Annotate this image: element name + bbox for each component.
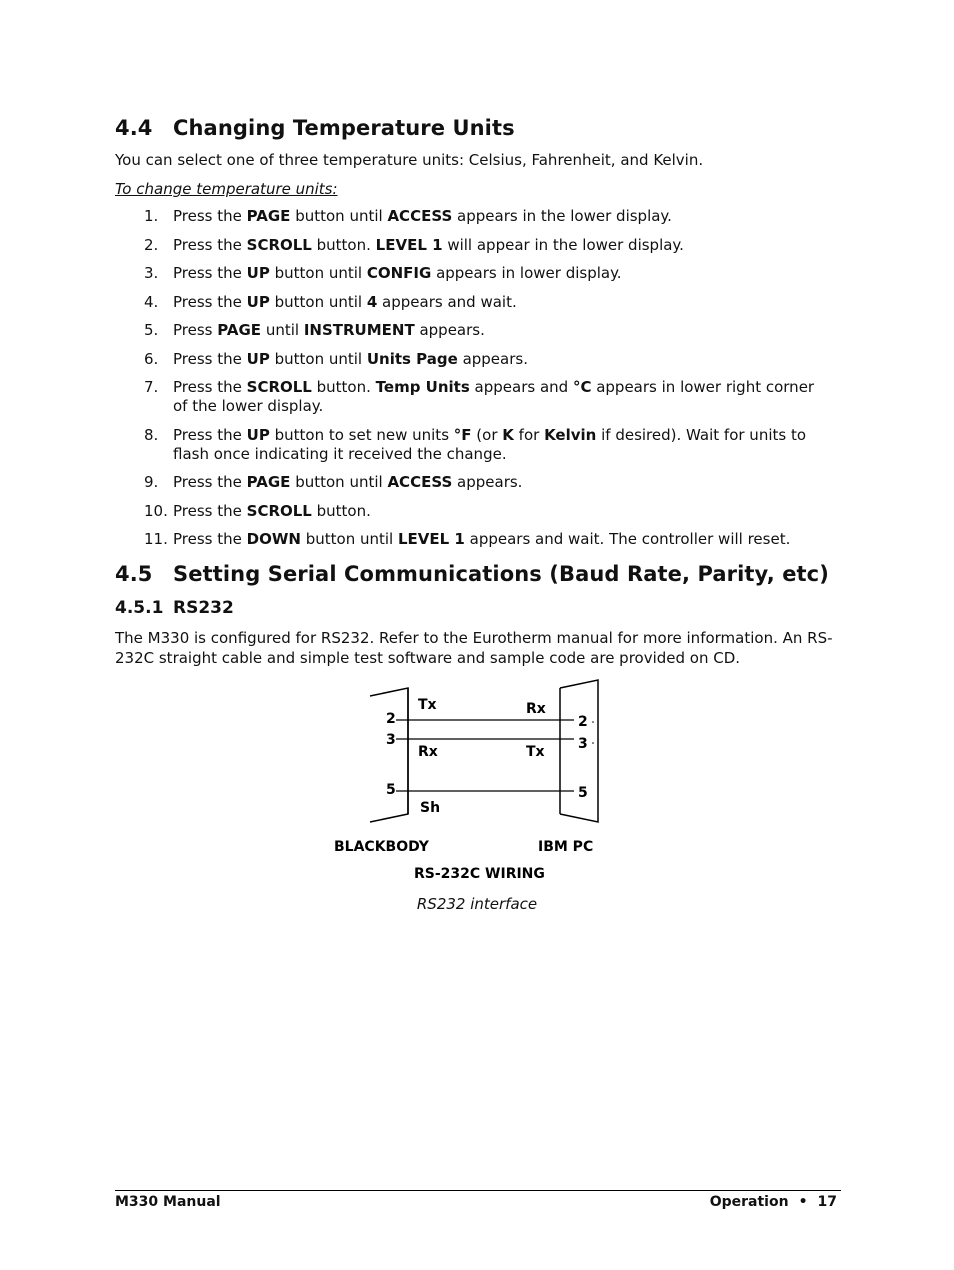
right-pin-5: 5 [578, 785, 588, 801]
step-keyword: PAGE [217, 321, 262, 339]
step-text: Press the [173, 207, 247, 225]
step-keyword: 4 [366, 292, 378, 311]
step-number: 4. [144, 292, 159, 311]
heading-title: RS232 [173, 598, 234, 618]
step-keyword: SCROLL [246, 378, 312, 396]
step-text: appears. [452, 473, 523, 491]
step-text: until [261, 321, 304, 339]
step-text: will appear in the lower display. [442, 235, 684, 254]
step-keyword: K [502, 425, 514, 444]
heading-number: 4.5 [115, 562, 153, 586]
step-text: Press the [173, 235, 247, 254]
step-keyword: UP [246, 425, 270, 444]
step-text: if desired). Wait for units to flash once indicating it received the change. [173, 425, 807, 463]
intro-paragraph: You can select one of three temperature units: Celsius, Fahrenheit, and Kelvin. [115, 151, 704, 169]
step-keyword: PAGE [246, 207, 291, 225]
footer-section: Operation [709, 1194, 789, 1210]
step-text: Press [173, 321, 218, 339]
step-text: button. [311, 235, 376, 254]
step-text: button to set new units [269, 425, 454, 444]
wiring-title: RS-232C WIRING [414, 866, 545, 882]
right-pin-2: 2 [578, 714, 588, 730]
heading-title: Setting Serial Communications (Baud Rate, Parity, etc) [173, 562, 829, 586]
step-text: button until [269, 292, 367, 311]
step-number: 3. [144, 264, 159, 282]
steps-list [115, 207, 825, 559]
step-number: 7. [144, 378, 159, 396]
step-text: button until [290, 473, 388, 491]
step-text: Press the [173, 292, 247, 311]
step-keyword: Temp Units [375, 378, 470, 396]
step-keyword: Units Page [366, 349, 458, 368]
step-number: 9. [144, 473, 159, 491]
step-text: Press the [173, 530, 247, 548]
footer-manual-title: M330 Manual [115, 1194, 221, 1210]
heading-title: Changing Temperature Units [173, 116, 515, 140]
step-text: appears and wait. The controller will reset. [464, 530, 791, 548]
heading-4-4 [115, 116, 515, 140]
step-text: Press the [173, 473, 247, 491]
pin-dot [592, 742, 594, 744]
step-item [115, 426, 825, 464]
left-signal-sh: Sh [420, 800, 441, 816]
footer-page-info [710, 1194, 837, 1210]
step-number: 1. [144, 207, 159, 225]
right-signal-rx: Rx [526, 701, 546, 717]
left-connector-shape [370, 688, 408, 822]
step-item [115, 321, 825, 340]
left-pin-5: 5 [386, 782, 396, 798]
rs232-paragraph: The M330 is configured for RS232. Refer to the Eurotherm manual for more information. An RS-232C straight cable and simple test software and sample code are provided on CD. [115, 629, 833, 667]
step-text: for [513, 425, 545, 444]
left-pin-3: 3 [386, 732, 396, 748]
step-number: 5. [144, 321, 159, 339]
right-pin-3: 3 [578, 736, 588, 752]
step-item [115, 530, 825, 549]
step-text: button until [290, 207, 388, 225]
step-item [115, 264, 825, 283]
step-text: button until [300, 530, 398, 548]
step-text: Press the [173, 501, 247, 520]
step-keyword: UP [246, 349, 270, 368]
step-keyword: ACCESS [387, 207, 453, 225]
step-keyword: ACCESS [387, 473, 453, 491]
step-text: button until [269, 264, 367, 282]
step-keyword: PAGE [246, 473, 291, 491]
heading-4-5 [115, 562, 829, 586]
step-keyword: °F [453, 425, 472, 444]
blackbody-label: BLACKBODY [334, 839, 429, 855]
step-item [115, 473, 825, 492]
step-keyword: LEVEL 1 [375, 235, 443, 254]
step-keyword: SCROLL [246, 501, 312, 520]
step-number: 6. [144, 349, 159, 368]
figure-caption: RS232 interface [416, 895, 538, 913]
step-text: Press the [173, 425, 247, 444]
step-text: Press the [173, 264, 247, 282]
step-keyword: SCROLL [246, 235, 312, 254]
step-text: appears in lower right corner of the lower display. [173, 378, 815, 415]
footer-divider [115, 1190, 841, 1191]
step-text: (or [471, 425, 503, 444]
step-text: appears in the lower display. [452, 207, 672, 225]
step-number: 8. [144, 425, 159, 444]
step-keyword: LEVEL 1 [397, 530, 465, 548]
step-text: button until [269, 349, 367, 368]
procedure-heading: To change temperature units: [115, 180, 338, 198]
step-text: appears. [457, 349, 528, 368]
rs232-wiring-diagram [330, 676, 610, 886]
step-item [115, 207, 825, 226]
left-pin-2: 2 [386, 711, 396, 727]
step-keyword: Kelvin [544, 425, 597, 444]
step-text: button. [311, 378, 376, 396]
step-text: Press the [173, 378, 247, 396]
footer-page-number: 17 [817, 1194, 837, 1210]
heading-4-5-1 [115, 598, 234, 618]
heading-number: 4.4 [115, 116, 153, 140]
ibm-pc-label: IBM PC [538, 839, 594, 855]
step-keyword: INSTRUMENT [303, 321, 415, 339]
left-signal-tx: Tx [418, 697, 437, 713]
step-text: appears in lower display. [431, 264, 622, 282]
step-number: 2. [144, 235, 159, 254]
step-item [115, 502, 825, 521]
left-signal-rx: Rx [418, 744, 438, 760]
footer-bullet: • [798, 1194, 808, 1210]
step-text: button. [311, 501, 371, 520]
step-item [115, 350, 825, 369]
step-item [115, 293, 825, 312]
step-keyword: CONFIG [366, 264, 432, 282]
step-item [115, 378, 825, 416]
step-keyword: UP [246, 264, 270, 282]
step-text: appears and [469, 378, 573, 396]
heading-number: 4.5.1 [115, 598, 164, 618]
pin-dot [592, 721, 594, 723]
step-text: appears and wait. [377, 292, 517, 311]
step-number: 11. [144, 530, 168, 548]
step-keyword: UP [246, 292, 270, 311]
step-keyword: DOWN [246, 530, 301, 548]
step-keyword: °C [572, 378, 592, 396]
step-number: 10. [144, 501, 168, 520]
step-text: Press the [173, 349, 247, 368]
right-signal-tx: Tx [526, 744, 545, 760]
step-text: appears. [414, 321, 485, 339]
step-item [115, 236, 825, 255]
